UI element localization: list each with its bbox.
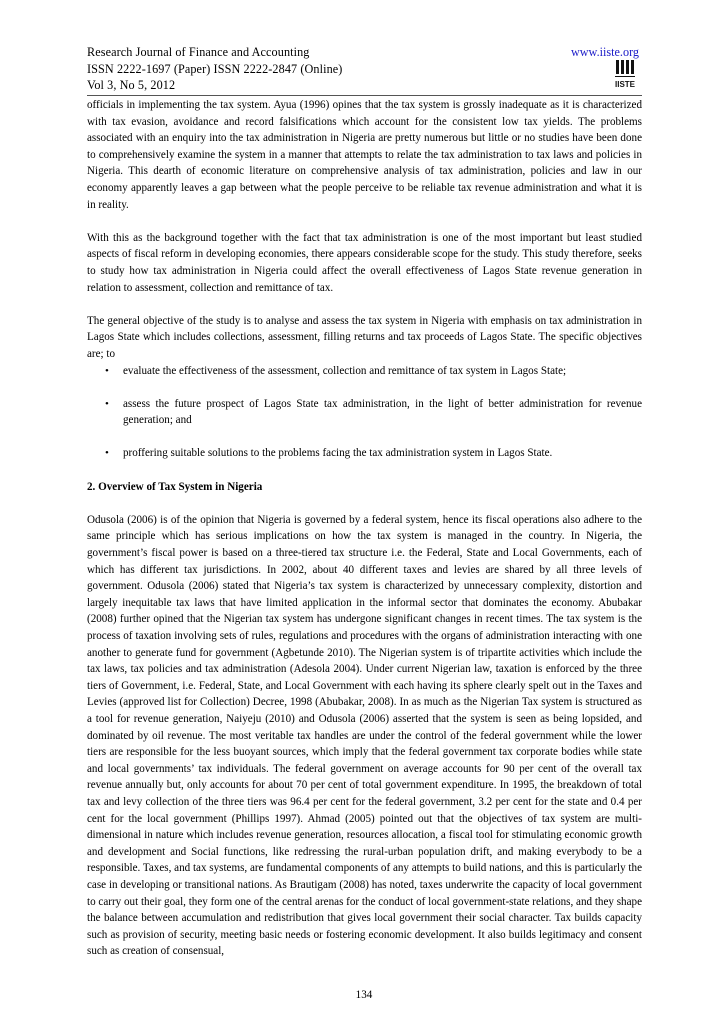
journal-title: Research Journal of Finance and Accounting bbox=[87, 45, 310, 59]
list-item bbox=[105, 396, 642, 429]
issn-line: ISSN 2222-1697 (Paper) ISSN 2222-2847 (Online) bbox=[87, 61, 343, 76]
header-rule bbox=[87, 95, 642, 96]
list-item bbox=[105, 363, 642, 380]
paragraph-objectives: The general objective of the study is to analyse and assess the tax system in Nigeria with emphasis on tax administration in Lagos State which includes collections, assessment, filling returns and tax proceeds of Lagos State. The specific objectives are; to bbox=[87, 314, 642, 360]
bullet-icon: • bbox=[105, 447, 109, 460]
bullet-icon: • bbox=[105, 397, 109, 410]
list-item bbox=[105, 445, 642, 462]
iiste-logo-icon bbox=[615, 58, 637, 90]
journal-url-link[interactable]: www.iiste.org bbox=[570, 45, 639, 59]
list-item-text: assess the future prospect of Lagos State tax administration, in the light of better administration for revenue generation; and bbox=[123, 397, 642, 427]
paragraph-overview: Odusola (2006) is of the opinion that Nigeria is governed by a federal system, hence its fiscal operations also adhere to the same principle which has serious implications on how the tax system is managed in the country. In Nigeria, the government’s fiscal power is based on a three-tiered tax structure i.e. the Federal, State and Local Governments, each of which has different tax jurisdictions. In 2002, about 40 different taxes and levies are shared by all three levels of government. Odusola (2006) stated that Nigeria’s tax system is characterized by unnecessary complexity, distortion and largely inequitable tax laws that have limited application in the informal sector that dominates the economy. Abubakar (2008) further opined that the Nigerian tax system has undergone significant changes in recent times. The tax system is the process of taxation involving sets of rules, regulations and procedures with the organs of administration interacting with one another to generate fund for government (Agbetunde 2010). The Nigerian system is of tripartite activities which include the tax laws, tax policies and tax administration (Adesola 2004). Under current Nigerian law, taxation is enforced by the three tiers of Government, i.e. Federal, State, and Local Government with each having its sphere clearly spelt out in the Taxes and Levies (approved list for Collection) Decree, 1998 (Abubakar, 2008). In as much as the Nigerian Tax system is structured as a tool for revenue generation, Naiyeju (2010) and Odusola (2006) asserted that the system is seen as being lopsided, and dominated by oil revenue. The most veritable tax handles are under the control of the federal government while the lower tiers are responsible for the less buoyant sources, which imply that the federal government tax corporate bodies while state and local governments’ tax individuals. The federal government on average accounts for 90 per cent of the overall tax revenue annually but, only accounts for about 70 per cent of total government expenditure. In 1995, the breakdown of total tax and levy collection of the three tiers was 96.4 per cent for the federal government, 3.2 per cent for the state and 0.4 per cent for the local government (Phillips 1997). Ahmad (2005) pointed out that the objectives of tax system are multi-dimensional in nature which includes revenue generation, resources allocation, a fiscal tool for stimulating economic growth and development and Social functions, like redressing the rural-urban population drift, and making everybody to be a responsible. Taxes, and tax systems, are fundamental components of any attempts to build nations, and this is particularly the case in developing or transitional nations. As Brautigam (2008) has noted, taxes underwrite the capacity of local government to carry out their goal, they form one of the central arenas for the conduct of local government-state relations, and they shape the balance between accumulation and redistribution that gives local government their social character. Tax builds capacity such as provision of security, meeting basic needs or fostering economic development. It also builds legitimacy and consent such as creation of consensual, bbox=[87, 513, 642, 958]
page-number: 134 bbox=[355, 989, 373, 1001]
objectives-list bbox=[87, 363, 642, 463]
list-item-text: proffering suitable solutions to the problems facing the tax administration system in Lagos State. bbox=[123, 447, 553, 460]
logo-text: IISTE bbox=[615, 80, 636, 89]
list-item-text: evaluate the effectiveness of the assessment, collection and remittance of tax system in Lagos State; bbox=[123, 364, 567, 377]
paragraph-intro: officials in implementing the tax system. Ayua (1996) opines that the tax system is grossly inadequate as it is characterized with tax evasion, avoidance and record falsifications which account for the consistent low tax yields. The problems associated with an enquiry into the tax administration in Nigeria are pretty numerous but little or no studies have been done to comprehensively examine the system in a manner that attempts to relate the tax administration to tax laws and policies in Nigeria. This dearth of economic literature on comprehensive analysis of tax administration, policies and law in our economy apparently leaves a gap between what the people perceive to be reliable tax revenue administration and what it is in reality. bbox=[87, 99, 642, 211]
article-body bbox=[87, 97, 642, 960]
section-heading: 2. Overview of Tax System in Nigeria bbox=[87, 480, 263, 493]
volume-line: Vol 3, No 5, 2012 bbox=[87, 78, 176, 92]
paragraph-background: With this as the background together with the fact that tax administration is one of the most important but least studied aspects of fiscal reform in developing economies, there appears considerable scope for the study. This study therefore, seeks to study how tax administration in Nigeria could affect the overall effectiveness of Lagos State revenue generation in relation to assessment, collection and remittance of tax. bbox=[87, 231, 642, 294]
bullet-icon: • bbox=[105, 364, 109, 377]
